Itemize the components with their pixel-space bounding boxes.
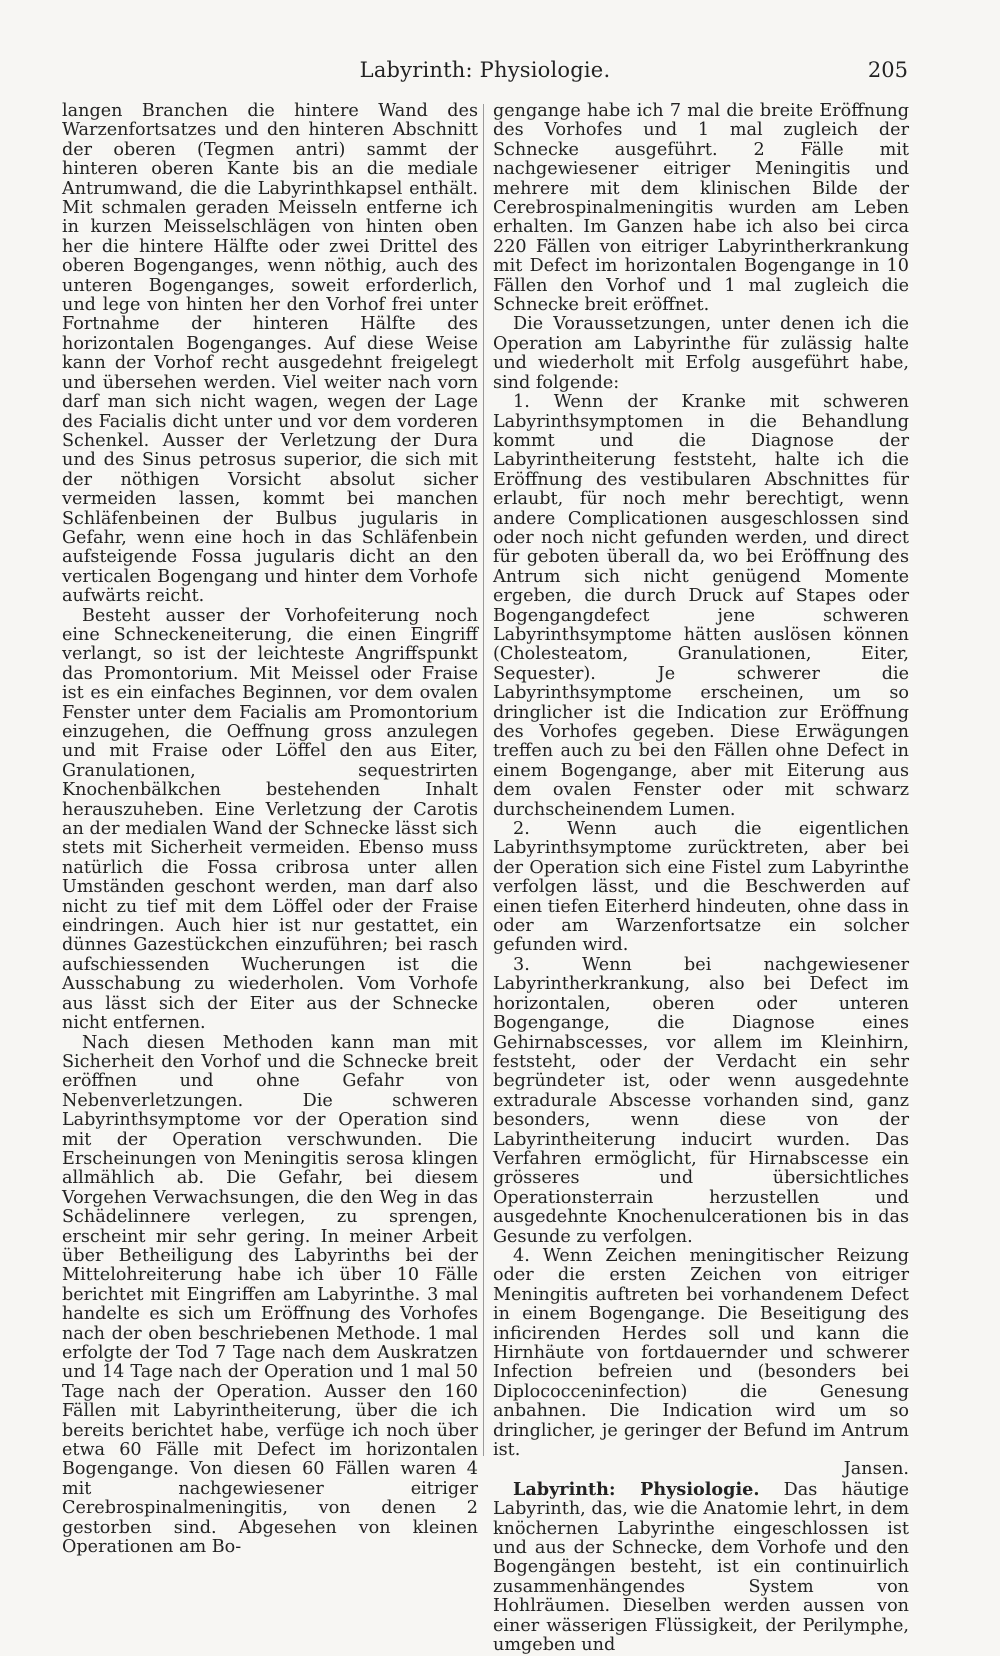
paragraph: gengange habe ich 7 mal die breite Eröffnung des Vorhofes und 1 mal zugleich der Schnecke ausgeführt. 2 Fälle mit nachgewiesener eitriger Meningitis und mehrere mit dem klinischen Bilde der Cerebrospinalmeningitis wurden am Leben erhalten. Im Ganzen habe ich also bei circa 220 Fällen von eitriger Labyrintherkrankung mit Defect im horizontalen Bogengange in 10 Fällen den Vorhof und 1 mal zugleich die Schnecke breit eröffnet. <box>493 101 909 316</box>
author-signature: Jansen. <box>843 1459 909 1480</box>
paragraph: Nach diesen Methoden kann man mit Sicherheit den Vorhof und die Schnecke breit eröffnen und ohne Gefahr von Nebenverletzungen. Die schweren Labyrinthsymptome vor der Operation sind mit der Operation verschwunden. Die Erscheinungen von Meningitis serosa klingen allmählich ab. Die Gefahr, bei diesem Vorgehen Verwachsungen, die den Weg in das Schädelinnere verlegen, zu sprengen, erscheint mir sehr gering. In meiner Arbeit über Betheiligung des Labyrinths bei der Mittelohreiterung habe ich über 10 Fälle berichtet mit Eingriffen am Labyrinthe. 3 mal handelte es sich um Eröffnung des Vorhofes nach der oben beschriebenen Methode. 1 mal erfolgte der Tod 7 Tage nach dem Auskratzen und 14 Tage nach der Operation und 1 mal 50 Tage nach der Operation. Ausser den 160 Fällen mit Labyrintheiterung, über die ich bereits berichtet habe, verfüge ich noch über etwa 60 Fälle mit Defect im horizontalen Bogengange. Von diesen 60 Fällen waren 4 mit nachgewiesener eitriger Cerebrospinalmeningitis, von denen 2 gestorben sind. Abgesehen von kleinen Operationen am Bo- <box>62 1032 478 1558</box>
running-title: Labyrinth: Physiologie. <box>359 58 611 82</box>
running-head <box>62 58 908 88</box>
entry-paragraph <box>493 1480 909 1656</box>
list-item: 2. Wenn auch die eigentlichen Labyrinthsymptome zurücktreten, aber bei der Operation sich eine Fistel zum Labyrinthe verfolgen lässt, und die Beschwerden auf einen tiefen Eiterherd hindeuten, ohne dass in oder am Warzenfortsatze ein solcher gefunden wird. <box>493 819 909 956</box>
paragraph: Die Voraussetzungen, unter denen ich die Operation am Labyrinthe für zulässig halte und wiederholt mit Erfolg ausgeführt habe, sind folgende: <box>493 314 909 393</box>
entry-text: Das häutige Labyrinth, das, wie die Anatomie lehrt, in dem knöchernen Labyrinthe eingeschlossen ist und aus der Schnecke, dem Vorhofe und den Bogengängen besteht, ist ein continuirlich zusammenhängendes System von Hohlräumen. Dieselben werden aussen von einer wässerigen Flüssigkeit, der Perilymphe, umgeben und <box>493 1479 909 1656</box>
right-column <box>493 102 909 1656</box>
list-item: 4. Wenn Zeichen meningitischer Reizung oder die ersten Zeichen von eitriger Meningitis auftreten bei vorhandenem Defect in einem Bogengange. Die Beseitigung des inficirenden Herdes soll und kann die Hirnhäute von fortdauernder und schwerer Infection befreien und (besonders bei Diplococceninfection) die Genesung anbahnen. Die Indication wird um so dringlicher, je geringer der Befund im Antrum ist. <box>493 1245 909 1461</box>
list-item: 1. Wenn der Kranke mit schweren Labyrinthsymptomen in die Behandlung kommt und die Diagnose der Labyrintheiterung feststeht, halte ich die Eröffnung des vestibularen Abschnittes für erlaubt, für noch mehr berechtigt, wenn andere Complicationen ausgeschlossen sind oder noch nicht gefunden werden, und direct für geboten überall da, wo bei Eröffnung des Antrum sich nicht genügend Momente ergeben, die durch Druck auf Stapes oder Bogengangdefect jene schweren Labyrinthsymptome hätten auslösen können (Cholesteatom, Granulationen, Eiter, Sequester). Je schwerer die Labyrinthsymptome erscheinen, um so dringlicher ist die Indication zur Eröffnung des Vorhofes gegeben. Diese Erwägungen treffen auch zu bei den Fällen ohne Defect in einem Bogengange, aber mit Eiterung aus dem ovalen Fenster oder mit schwarz durchscheinendem Lumen. <box>493 392 909 820</box>
left-column <box>62 102 478 1557</box>
entry-headword: Labyrinth: Physiologie. <box>513 1478 760 1500</box>
list-item: 3. Wenn bei nachgewiesener Labyrintherkrankung, also bei Defect im horizontalen, oberen oder unteren Bogengange, die Diagnose eines Gehirnabscesses, vor allem im Kleinhirn, feststeht, oder der Verdacht ein sehr begründeter ist, oder wenn ausgedehnte extradurale Abscesse vorhanden sind, ganz besonders, wenn diese von der Labyrintheiterung inducirt wurden. Das Verfahren ermöglicht, für Hirnabscesse ein grösseres und übersichtliches Operationsterrain herzustellen und ausgedehnte Knochenulcerationen bis in das Gesunde zu verfolgen. <box>493 954 909 1247</box>
page-number: 205 <box>867 58 908 82</box>
paragraph: Besteht ausser der Vorhofeiterung noch eine Schneckeneiterung, die einen Eingriff verlangt, so ist der leichteste Angriffspunkt das Promontorium. Mit Meissel oder Fraise ist es ein einfaches Beginnen, vor dem ovalen Fenster unter dem Facialis am Promontorium einzugehen, die Oeffnung gross anzulegen und mit Fraise oder Löffel den aus Eiter, Granulationen, sequestrirten Knochenbälkchen bestehenden Inhalt herauszuheben. Eine Verletzung der Carotis an der medialen Wand der Schnecke lässt sich stets mit Sicherheit vermeiden. Ebenso muss natürlich die Fossa cribrosa unter allen Umständen geschont werden, man darf also nicht zu tief mit dem Löffel oder der Fraise eindringen. Auch hier ist nur gestattet, ein dünnes Gazestückchen einzuführen; bei rasch aufschiessenden Wucherungen ist die Ausschabung zu wiederholen. Vom Vorhofe aus lässt sich der Eiter aus der Schnecke nicht entfernen. <box>62 605 478 1034</box>
column-divider <box>483 104 484 1456</box>
paragraph: langen Branchen die hintere Wand des Warzenfortsatzes und den hinteren Abschnitt der oberen (Tegmen antri) sammt der hinteren oberen Kante bis an die mediale Antrumwand, die die Labyrinthkapsel enthält. Mit schmalen geraden Meisseln entferne ich in kurzen Meisselschlägen von hinten oben her die hintere Hälfte oder zwei Drittel des oberen Bogenganges, wenn nöthig, auch des unteren Bogenganges, soweit erforderlich, und lege von hinten her den Vorhof frei unter Fortnahme der hinteren Hälfte des horizontalen Bogenganges. Auf diese Weise kann der Vorhof recht ausgedehnt freigelegt und übersehen werden. Viel weiter nach vorn darf man sich nicht wagen, wegen der Lage des Facialis dicht unter und vor dem vorderen Schenkel. Ausser der Verletzung der Dura und des Sinus petrosus superior, die sich mit der nöthigen Vorsicht absolut sicher vermeiden lassen, kommt bei manchen Schläfenbeinen der Bulbus jugularis in Gefahr, wenn eine hoch in das Schläfenbein aufsteigende Fossa jugularis dicht an den verticalen Bogengang und hinter dem Vorhofe aufwärts reicht. <box>62 101 478 607</box>
